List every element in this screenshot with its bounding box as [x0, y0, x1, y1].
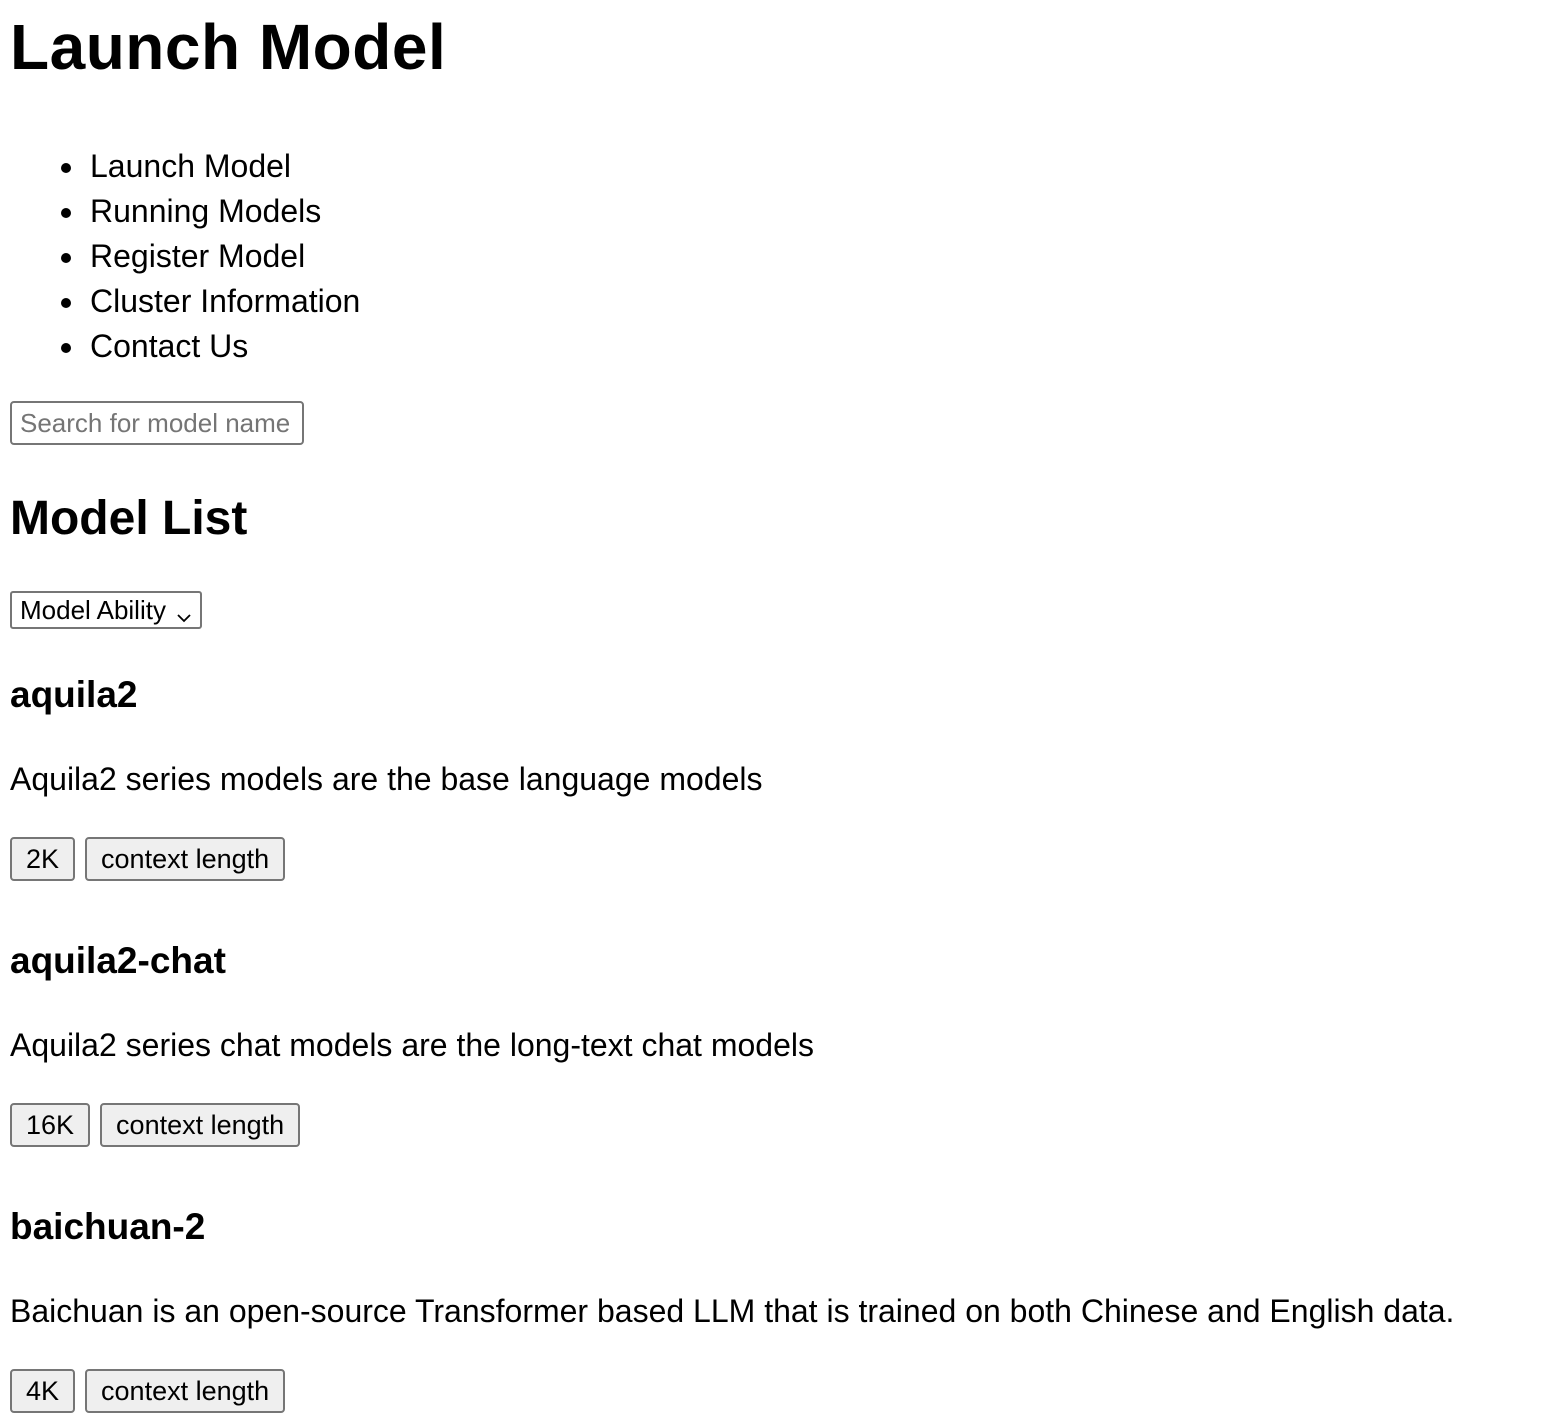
bullet-icon — [61, 298, 71, 308]
model-card-baichuan-2 — [10, 1205, 1548, 1413]
ability-select-container — [10, 591, 1548, 629]
model-tags — [10, 837, 1548, 881]
nav-list — [10, 144, 1548, 369]
model-description: Aquila2 series models are the base language models — [10, 761, 763, 797]
nav-link-launch-model[interactable]: Launch Model — [90, 148, 292, 184]
search-input[interactable] — [10, 401, 304, 445]
model-name[interactable]: baichuan-2 — [10, 1206, 206, 1247]
context-length-tag[interactable]: context length — [100, 1103, 300, 1147]
search-container — [10, 401, 1548, 445]
nav-item-running-models[interactable] — [90, 189, 1548, 234]
context-size-tag[interactable]: 2K — [10, 837, 75, 881]
bullet-icon — [61, 253, 71, 263]
model-description: Aquila2 series chat models are the long-text chat models — [10, 1027, 814, 1063]
context-length-tag[interactable]: context length — [85, 1369, 285, 1413]
bullet-icon — [61, 208, 71, 218]
context-size-tag[interactable]: 16K — [10, 1103, 90, 1147]
context-length-tag[interactable]: context length — [85, 837, 285, 881]
model-ability-select-value: Model Ability — [20, 594, 166, 625]
nav-item-launch-model[interactable] — [90, 144, 1548, 189]
nav-item-cluster-information[interactable] — [90, 279, 1548, 324]
chevron-down-icon — [176, 602, 192, 618]
nav-item-register-model[interactable] — [90, 234, 1548, 279]
nav-link-running-models[interactable]: Running Models — [90, 193, 322, 229]
model-name[interactable]: aquila2 — [10, 674, 138, 715]
model-tags — [10, 1103, 1548, 1147]
model-list-title: Model List — [10, 492, 248, 545]
bullet-icon — [61, 163, 71, 173]
model-card-aquila2-chat — [10, 939, 1548, 1147]
model-name[interactable]: aquila2-chat — [10, 940, 226, 981]
nav-link-contact-us[interactable]: Contact Us — [90, 328, 249, 364]
nav-link-cluster-information[interactable]: Cluster Information — [90, 283, 361, 319]
model-ability-select[interactable] — [10, 591, 202, 629]
nav-link-register-model[interactable]: Register Model — [90, 238, 306, 274]
model-tags — [10, 1369, 1548, 1413]
model-card-aquila2 — [10, 673, 1548, 881]
context-size-tag[interactable]: 4K — [10, 1369, 75, 1413]
nav-item-contact-us[interactable] — [90, 324, 1548, 369]
page — [0, 10, 1558, 1413]
page-title: Launch Model — [10, 11, 447, 83]
model-description: Baichuan is an open-source Transformer based LLM that is trained on both Chinese and English data. — [10, 1293, 1455, 1329]
bullet-icon — [61, 343, 71, 353]
